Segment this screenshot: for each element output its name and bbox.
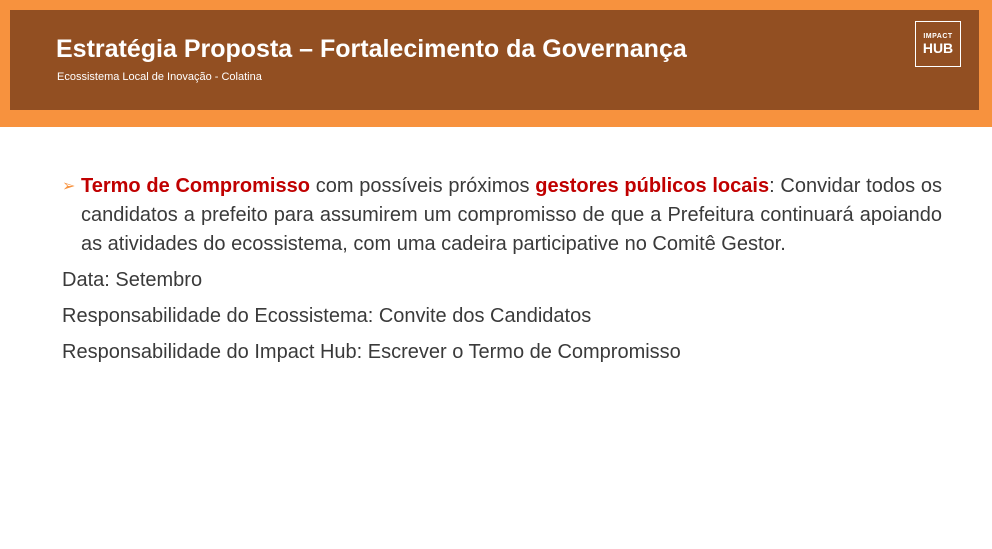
slide-content <box>62 172 942 367</box>
ecosystem-responsibility-line: Responsabilidade do Ecossistema: Convite dos Candidatos <box>62 305 592 327</box>
logo-bottom-text: HUB <box>922 40 954 56</box>
header-band <box>0 0 992 127</box>
date-line: Data: Setembro <box>62 269 203 291</box>
bullet-text-2: : Convidar todos os candidatos a prefeito para assumirem um compromisso de que a Prefeitura continuará apoiando as atividades do ecossistema, com uma cadeira participative no Comitê Gestor. <box>81 175 942 255</box>
slide-subtitle: Ecossistema Local de Inovação - Colatina <box>57 71 262 83</box>
impact-hub-logo <box>915 21 961 67</box>
highlight-termo: Termo de Compromisso <box>81 175 310 197</box>
bullet-item <box>62 172 942 259</box>
hub-responsibility-line: Responsabilidade do Impact Hub: Escrever o Termo de Compromisso <box>62 341 681 363</box>
arrow-bullet-icon: ➢ <box>62 178 76 195</box>
slide-title: Estratégia Proposta – Fortalecimento da Governança <box>56 35 687 63</box>
logo-top-text: IMPACT <box>923 33 953 40</box>
header-panel <box>10 10 979 110</box>
bullet-text-1: com possíveis próximos <box>309 175 536 197</box>
highlight-gestores: gestores públicos locais <box>535 175 770 197</box>
